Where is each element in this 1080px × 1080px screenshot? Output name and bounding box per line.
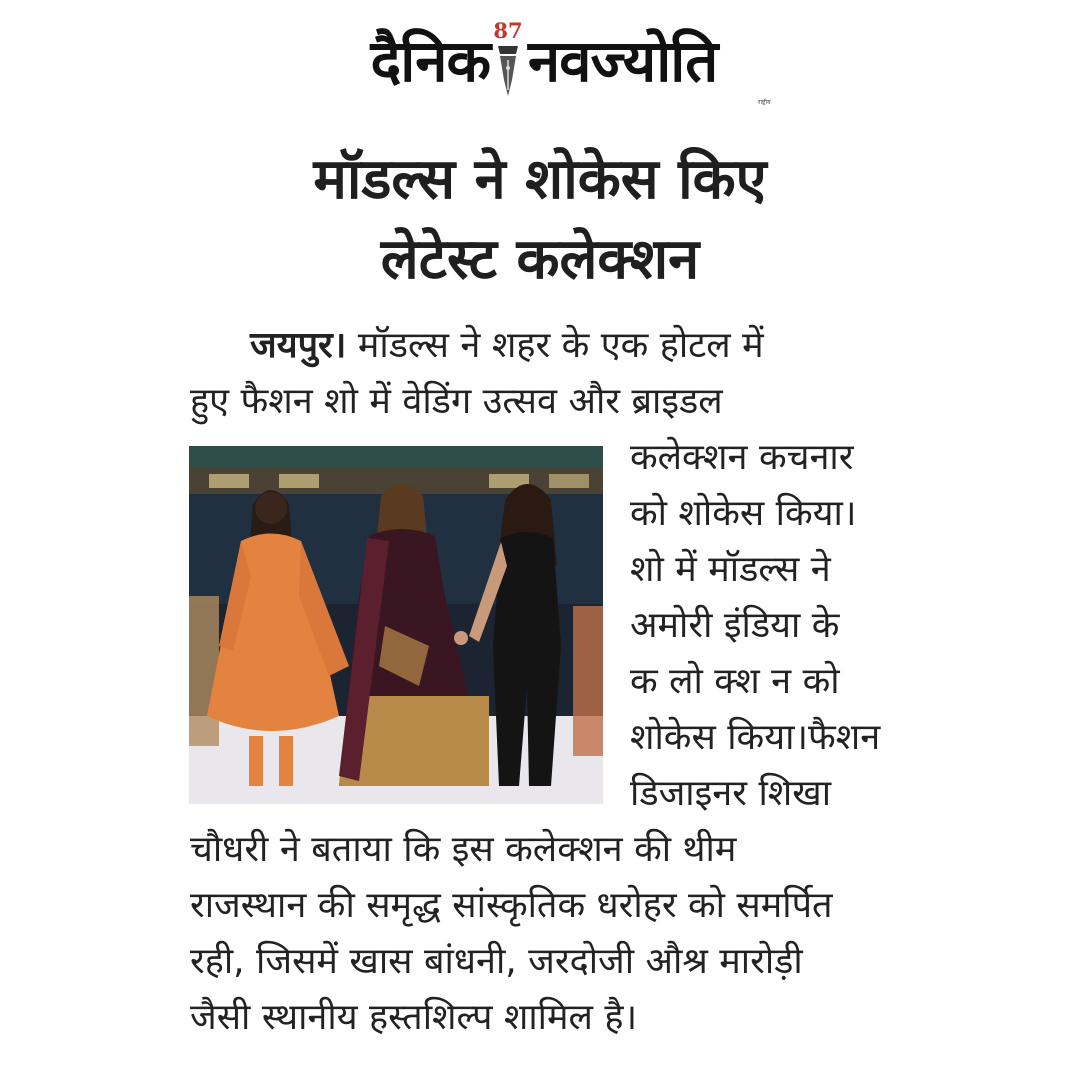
- side-line-6: शोकेस किया।फैशन: [630, 717, 881, 758]
- bottom-line-4: जैसी स्थानीय हस्तशिल्प शामिल है।: [190, 997, 638, 1038]
- fashion-show-photo: [189, 446, 603, 804]
- pen-nib-icon: [490, 20, 526, 100]
- headline: [0, 140, 1080, 300]
- bottom-line-2: राजस्थान की समृद्ध सांस्कृतिक धरोहर को समर्पित: [190, 885, 833, 926]
- side-line-3: शो में मॉडल्स ने: [630, 549, 831, 590]
- side-line-4: अमोरी इंडिया के: [630, 605, 840, 646]
- masthead-emblem-number: 87: [493, 18, 523, 43]
- masthead: [0, 18, 1080, 106]
- side-line-1: कलेक्शन कचनार: [630, 437, 854, 478]
- side-line-2: को शोकेस किया।: [630, 493, 857, 534]
- side-line-7: डिजाइनर शिखा: [630, 773, 832, 814]
- article-line-1-text: मॉडल्स ने शहर के एक होटल में: [346, 325, 764, 366]
- masthead-title-left: दैनिक: [370, 27, 490, 95]
- side-line-5: क लो क्श न को: [630, 661, 840, 702]
- masthead-tagline: राष्ट्रीय: [758, 99, 771, 106]
- bottom-line-1: चौधरी ने बताया कि इस कलेक्शन की थीम: [190, 829, 737, 870]
- headline-line-1: मॉडल्स ने शोकेस किए: [313, 147, 767, 212]
- masthead-title-right: नवज्योति: [528, 27, 718, 95]
- headline-line-2: लेटेस्ट कलेक्शन: [380, 227, 700, 292]
- bottom-line-3: रही, जिसमें खास बांधनी, जरदोजी औश्र मारोड़ी: [190, 941, 803, 982]
- dateline: जयपुर।: [250, 325, 347, 366]
- article-line-2: हुए फैशन शो में वेडिंग उत्सव और ब्राइडल: [190, 381, 723, 422]
- article-line-1: [250, 322, 970, 370]
